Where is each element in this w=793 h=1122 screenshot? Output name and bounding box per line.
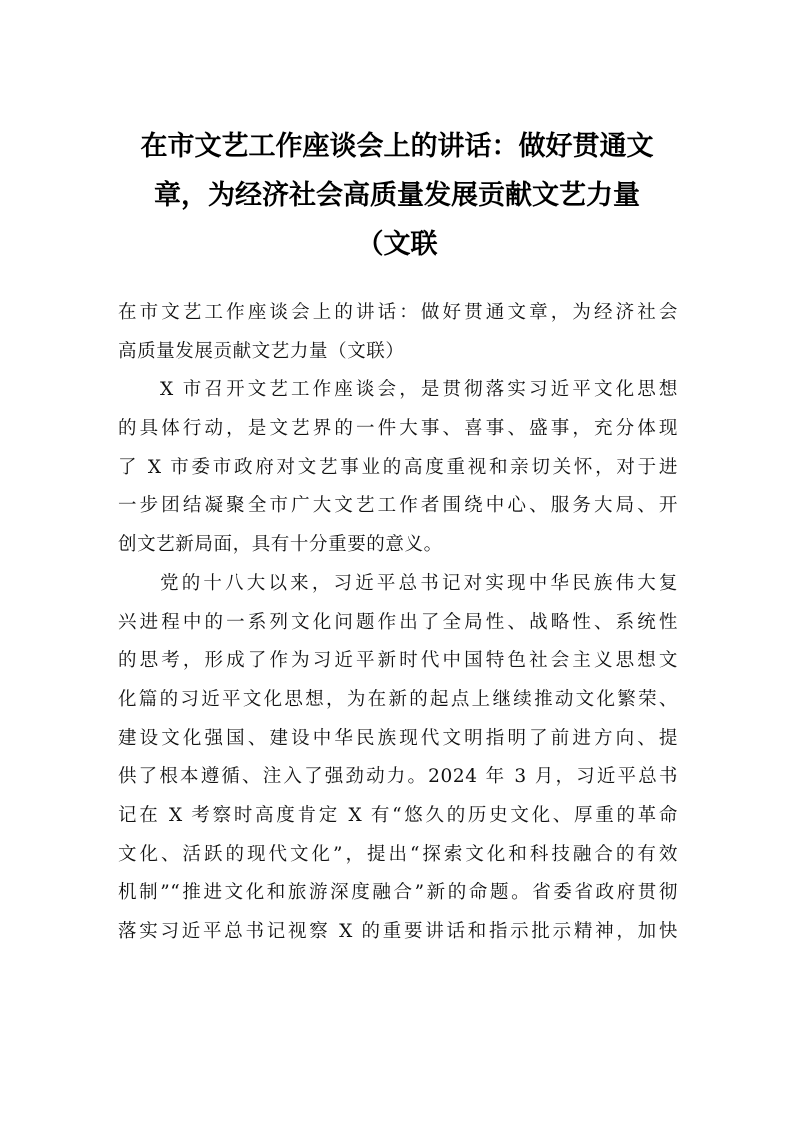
body-line-12: 建设文化强国、建设中华民族现代文明指明了前进方向、提 bbox=[118, 727, 678, 749]
body-line-7: 创文艺新局面，具有十分重要的意义。 bbox=[118, 534, 443, 556]
body-line-13: 供了根本遵循、注入了强劲动力。2024 年 3 月，习近平总书 bbox=[118, 766, 678, 788]
body-line-16: 机制”“推进文化和旅游深度融合”新的命题。省委省政府贯彻 bbox=[118, 882, 678, 904]
body-line-8: 党的十八大以来，习近平总书记对实现中华民族伟大复 bbox=[160, 572, 678, 594]
title-line-3: （文联 bbox=[356, 229, 438, 260]
body-line-1: 在市文艺工作座谈会上的讲话：做好贯通文章，为经济社会 bbox=[118, 302, 678, 323]
body-line-6: 一步团结凝聚全市广大文艺工作者围绕中心、服务大局、开 bbox=[118, 495, 678, 517]
body-line-9: 兴进程中的一系列文化问题作出了全局性、战略性、系统性 bbox=[118, 611, 678, 633]
body-line-3: X 市召开文艺工作座谈会，是贯彻落实习近平文化思想 bbox=[160, 379, 678, 401]
body-line-2: 高质量发展贡献文艺力量（文联） bbox=[118, 340, 405, 362]
body-line-5: 了 X 市委市政府对文艺事业的高度重视和亲切关怀，对于进 bbox=[118, 456, 678, 478]
title-line-2: 章，为经济社会高质量发展贡献文艺力量 bbox=[154, 180, 640, 211]
document-title bbox=[110, 122, 684, 269]
body-line-15: 文化、活跃的现代文化”，提出“探索文化和科技融合的有效 bbox=[118, 843, 678, 865]
body-line-4: 的具体行动，是文艺界的一件大事、喜事、盛事，充分体现 bbox=[118, 418, 678, 440]
document-body bbox=[118, 294, 678, 952]
body-line-10: 的思考，形成了作为习近平新时代中国特色社会主义思想文 bbox=[118, 650, 678, 672]
body-line-17: 落实习近平总书记视察 X 的重要讲话和指示批示精神，加快 bbox=[118, 921, 678, 942]
body-line-14: 记在 X 考察时高度肯定 X 有“悠久的历史文化、厚重的革命 bbox=[118, 804, 678, 826]
body-line-11: 化篇的习近平文化思想，为在新的起点上继续推动文化繁荣、 bbox=[118, 688, 678, 710]
title-line-1: 在市文艺工作座谈会上的讲话：做好贯通文 bbox=[140, 131, 654, 162]
